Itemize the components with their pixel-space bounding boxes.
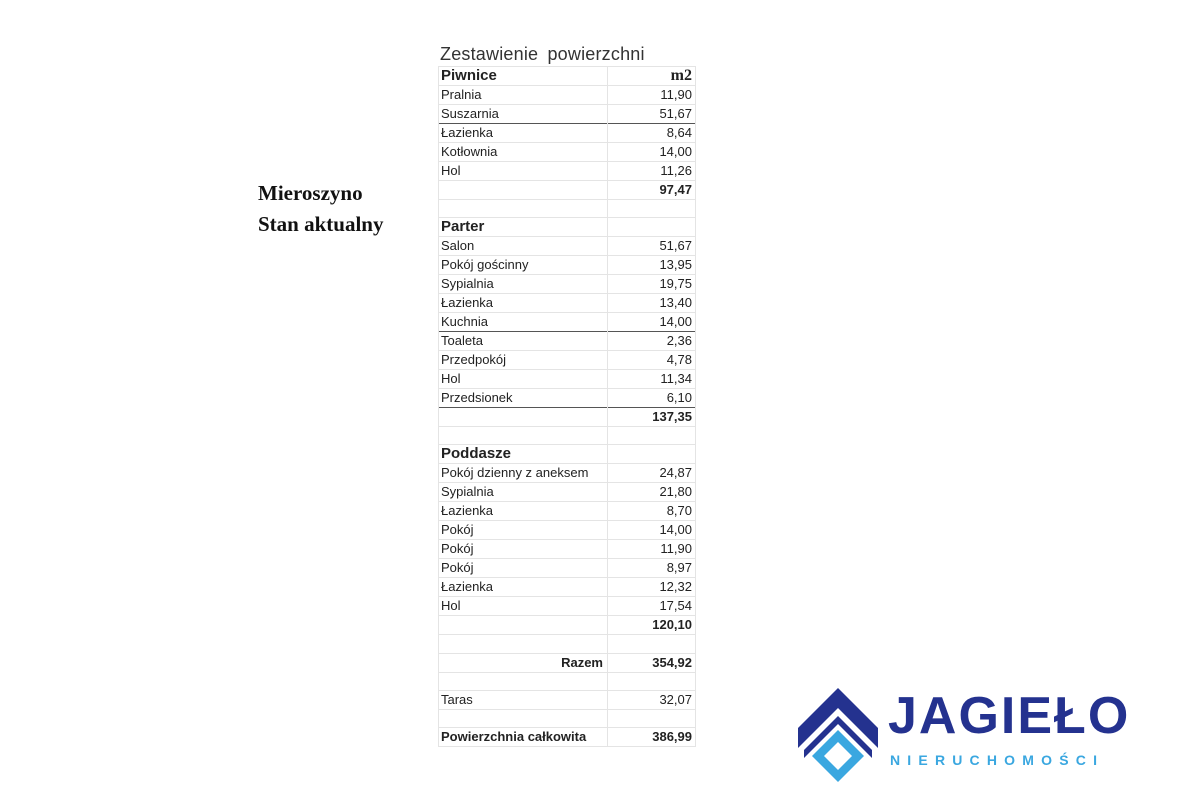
logo-wordmark: JAGIEŁO [888,687,1131,745]
table-row [439,86,696,105]
row-label: Taras [439,690,608,709]
spacer-row [439,709,696,727]
spacer-row [439,427,696,445]
row-label [439,616,608,635]
house-logo-icon [792,686,884,786]
row-label: Hol [439,597,608,616]
company-logo [792,686,1152,786]
row-value: 12,32 [608,578,696,597]
row-label: Kuchnia [439,313,608,332]
row-label [439,672,608,690]
row-value: 386,99 [608,728,696,747]
row-value [608,427,696,445]
row-label: Przedpokój [439,351,608,370]
row-label: Pokój gościnny [439,256,608,275]
row-value: 6,10 [608,389,696,408]
spacer-row [439,672,696,690]
table-row [439,332,696,351]
row-value: 120,10 [608,616,696,635]
subtotal-row [439,616,696,635]
row-value: 14,00 [608,313,696,332]
row-value: 13,95 [608,256,696,275]
row-label [439,709,608,727]
subtotal-row [439,408,696,427]
row-value: 32,07 [608,690,696,709]
unit-label [608,445,696,464]
table-row [439,105,696,124]
unit-label [608,218,696,237]
table-row [439,690,696,709]
row-value [608,200,696,218]
table-row [439,256,696,275]
table-row [439,237,696,256]
row-label: Łazienka [439,502,608,521]
row-label: Hol [439,162,608,181]
row-label: Kotłownia [439,143,608,162]
row-value: 19,75 [608,275,696,294]
row-label: Poddasze [439,445,608,464]
spacer-row [439,635,696,653]
row-value: 2,36 [608,332,696,351]
area-table [438,66,696,747]
table-row [439,124,696,143]
table-row [439,540,696,559]
row-value [608,672,696,690]
table-row [439,578,696,597]
table-row [439,351,696,370]
row-label: Przedsionek [439,389,608,408]
row-label [439,635,608,653]
row-label [439,181,608,200]
section-header-row [439,218,696,237]
row-value: 8,97 [608,559,696,578]
row-value [608,709,696,727]
row-value: 24,87 [608,464,696,483]
row-value: 97,47 [608,181,696,200]
row-label: Sypialnia [439,483,608,502]
table-row [439,294,696,313]
area-table-body [439,67,696,747]
row-label: Pokój [439,540,608,559]
table-row [439,483,696,502]
row-label [439,408,608,427]
row-label: Hol [439,370,608,389]
row-label: Łazienka [439,578,608,597]
row-value: 354,92 [608,653,696,672]
row-label: Łazienka [439,294,608,313]
row-value: 11,26 [608,162,696,181]
row-value: 14,00 [608,521,696,540]
row-label: Sypialnia [439,275,608,294]
sheet-title: Zestawienie powierzchni [440,44,645,64]
table-row [439,502,696,521]
table-row [439,464,696,483]
row-value: 4,78 [608,351,696,370]
unit-label: m2 [608,67,696,86]
row-label: Łazienka [439,124,608,143]
row-label [439,427,608,445]
row-value: 11,90 [608,540,696,559]
row-value: 8,70 [608,502,696,521]
row-label: Pokój [439,559,608,578]
row-value: 14,00 [608,143,696,162]
row-value: 13,40 [608,294,696,313]
table-row [439,521,696,540]
grand-total-row [439,653,696,672]
row-value: 11,34 [608,370,696,389]
table-row [439,275,696,294]
row-value [608,635,696,653]
row-value: 11,90 [608,86,696,105]
section-header-row [439,67,696,86]
row-value: 8,64 [608,124,696,143]
subtotal-row [439,181,696,200]
row-value: 51,67 [608,237,696,256]
row-label: Piwnice [439,67,608,86]
row-value: 137,35 [608,408,696,427]
row-label: Pokój [439,521,608,540]
table-row [439,162,696,181]
row-label: Razem [439,653,608,672]
area-summary-sheet [438,40,698,747]
row-label: Salon [439,237,608,256]
row-label: Pokój dzienny z aneksem [439,464,608,483]
row-label [439,200,608,218]
table-row [439,370,696,389]
location-name: Mieroszyno [258,181,363,205]
row-label: Powierzchnia całkowita [439,728,608,747]
table-row [439,597,696,616]
row-label: Parter [439,218,608,237]
row-label: Toaleta [439,332,608,351]
section-header-row [439,445,696,464]
side-title [258,178,383,240]
table-row [439,313,696,332]
row-value: 21,80 [608,483,696,502]
logo-tagline: NIERUCHOMOŚCI [890,752,1105,768]
row-value: 17,54 [608,597,696,616]
status-label: Stan aktualny [258,212,384,236]
spacer-row [439,200,696,218]
row-value: 51,67 [608,105,696,124]
table-row [439,389,696,408]
table-row [439,559,696,578]
row-label: Suszarnia [439,105,608,124]
total-area-row [439,728,696,747]
table-row [439,143,696,162]
row-label: Pralnia [439,86,608,105]
